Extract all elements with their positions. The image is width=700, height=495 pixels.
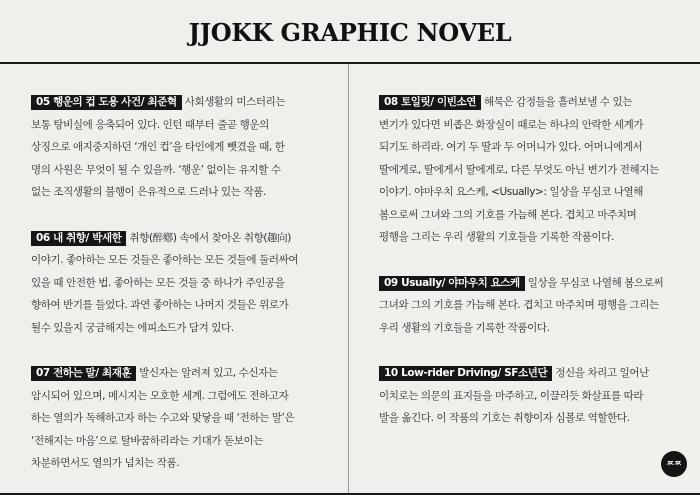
entry-text: 사회생활의 미스터리는 보통 탕비실에 응축되어 있다. 인턴 때부터 줄곧 행운의 상징으로 애지중지하던 ‘개인 컵’을 타인에게 뺏겼을 때, 한 명의 사원은 무엇이 될 수 있을까. ‘행운’ 없이는 유지할 수 없는 조직생활의 불행이 은유적으로 드러나 있는 작품.: [31, 96, 286, 198]
right-column: [379, 91, 679, 430]
entry-tag: 08 토일릿/ 이빈소연: [379, 95, 481, 110]
entry-07: [31, 362, 304, 475]
entry-06: [31, 227, 309, 340]
entry-tag: 06 내 취향/ 박새한: [31, 231, 126, 246]
left-column: [31, 91, 331, 475]
entry-10: [379, 362, 660, 430]
entry-text: 해묵은 감정들을 흘려보낼 수 있는 변기가 있다면 비좁은 화장실이 때로는 하나의 안락한 세계가 되기도 하리라. 여기 두 딸과 두 어머니가 있다. 어머니에게서 딸에게로, 딸에게서 딸에게로, 다른 무엇도 아닌 변기가 전해지는 이야기. 야마우치 요스케, <Usually>: 일상을 무심코 나열해 봄으로써 그녀와 그의 기호를 가늠해 본다. 겹치고 마주치며 평행을 그리는 우리 생활의 기호들을 기록한 작품이다.: [379, 96, 659, 243]
top-rule: [0, 62, 700, 64]
publisher-logo: ㅉㅉ: [661, 451, 687, 477]
entry-text: 일상을 무심코 나열해 봄으로써 그녀와 그의 기호를 가늠해 본다. 겹치고 마주치며 평행을 그리는 우리 생활의 기호들을 기록한 작품이다.: [379, 276, 664, 334]
column-divider: [348, 64, 349, 493]
entry-text: 취향(醉鄕) 속에서 찾아온 취향(趣向) 이야기. 좋아하는 모든 것들은 좋아하는 모든 것들에 둘러싸여 있을 때 안전한 법. 좋아하는 모든 것들 중 하나가 주인공을 향하여 반기를 들었다. 과연 좋아하는 나머지 것들은 위로가 될수 있을지 궁금해지는 에피소드가 담겨 있다.: [31, 231, 299, 334]
entry-05: [31, 91, 293, 204]
entry-tag: 07 전하는 말/ 최재훈: [31, 366, 136, 381]
page-title: JJOKK GRAPHIC NOVEL: [188, 18, 512, 47]
entry-09: [379, 272, 669, 340]
entry-tag: 09 Usually/ 야마우치 요스케: [379, 276, 525, 291]
entry-tag: 10 Low-rider Driving/ SF소년단: [379, 366, 552, 381]
entry-08: [379, 91, 664, 249]
entry-text: 정신을 차리고 일어난 이치로는 의문의 표지들을 마주하고, 이끌리듯 화살표를 따라 발을 옮긴다. 이 작품의 기호는 취향이자 심볼로 역할한다.: [379, 367, 649, 424]
entry-tag: 05 행운의 컵 도용 사건/ 최준혁: [31, 95, 182, 110]
entry-text: 발신자는 알려져 있고, 수신자는 암시되어 있으며, 메시지는 모호한 세계. 그럼에도 전하고자 하는 열의가 독해하고자 하는 수고와 맞닿을 때 ‘전하는 말’은 ‘전해지는 마음’으로 탈바꿈하리라는 기대가 돋보이는 차분하면서도 열의가 넘치는 작품.: [31, 367, 295, 469]
